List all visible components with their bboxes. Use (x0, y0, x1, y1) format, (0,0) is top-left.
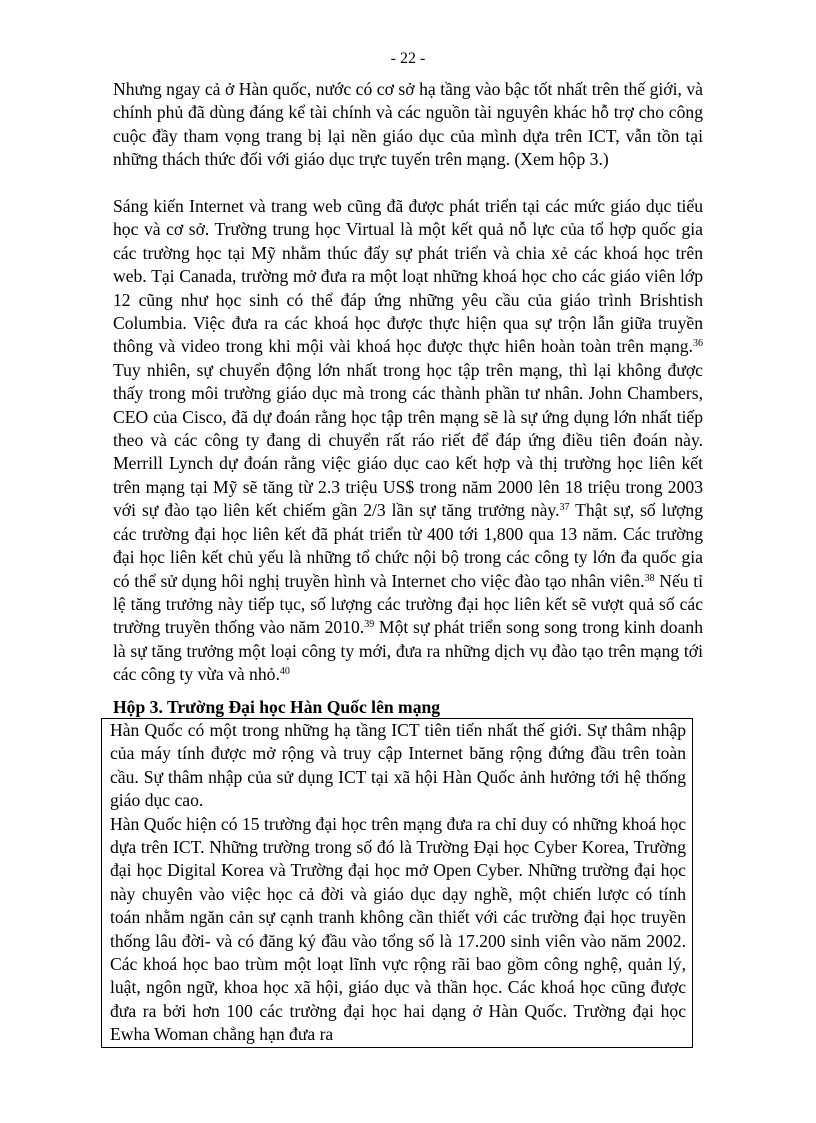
paragraph-text: Nếu tỉ lệ tăng trưởng này tiếp tục, số lượng các trường đại học liên kết sẽ vượt quả số các trường truyền thống vào năm 2010. (113, 570, 703, 638)
paragraph-intro: Nhưng ngay cả ở Hàn quốc, nước có cơ sở hạ tầng vào bậc tốt nhất trên thế giới, và chính phủ đã dùng đáng kể tài chính và các nguồn tài nguyên khác hỗ trợ cho công cuộc đầy tham vọng trang bị lại nền giáo dục của mình dựa trên ICT, vẫn tồn tại những thách thức đối với giáo dục trực tuyến trên mạng. (Xem hộp 3.) (113, 79, 703, 170)
footnote-ref: 40 (279, 666, 290, 678)
footnote-ref: 37 (559, 502, 570, 514)
box-3 (101, 718, 693, 1048)
footnote-ref: 39 (364, 619, 375, 631)
paragraph-text: Tuy nhiên, sự chuyển động lớn nhất trong học tập trên mạng, thì lại không được thấy trong môi trường giáo dục mà trong các thành phần tư nhân. John Chambers, CEO của Cisco, đã dự đoán rằng học tập trên mạng sẽ là sự ứng dụng lớn nhất tiếp theo và các công ty đang di chuyển rất ráo riết để đáp ứng điều tiên đoán này. Merrill Lynch dự đoán rằng việc giáo dục cao kết hợp và thị trường học liên kết trên mạng tại Mỹ sẽ tăng từ 2.3 triệu US$ trong năm 2000 lên 18 triệu trong 2003 với sự đào tạo liên kết chiếm gần 2/3 lần sự tăng trưởng này. (113, 359, 703, 521)
page-number: - 22 - (390, 50, 426, 67)
box-title: Hộp 3. Trường Đại học Hàn Quốc lên mạng (113, 697, 441, 717)
footnote-ref: 38 (644, 572, 655, 584)
footnote-ref: 36 (693, 338, 703, 350)
box-paragraph: Hàn Quốc có một trong những hạ tầng ICT tiên tiến nhất thế giới. Sự thâm nhập của máy tính được mở rộng và truy cập Internet băng rộng đứng đầu trên toàn cầu. Sự thâm nhập của sử dụng ICT tại xã hội Hàn Quốc ảnh hưởng tới hệ thống giáo dục cao. (110, 720, 686, 811)
paragraph-internet-initiatives (113, 195, 703, 687)
paragraph-text: Một sự phát triển song song trong kinh doanh là sự tăng trưởng một loại công ty mới, đưa ra những dịch vụ đào tạo trên mạng tới các công ty vừa và nhỏ. (113, 617, 703, 685)
paragraph-text: Sáng kiến Internet và trang web cũng đã được phát triển tại các mức giáo dục tiểu học và cơ sở. Trường trung học Virtual là một kết quả nỗ lực của tổ hợp quốc gia các trường học tại Mỹ nhằm thúc đẩy sự phát triển và chia xẻ các khoá học trên web. Tại Canada, trường mở đưa ra một loạt những khoá học cho các giáo viên lớp 12 cũng như học sinh có thể đáp ứng những yêu cầu của giáo trình Brishtish Columbia. Việc đưa ra các khoá học được thực hiện qua sự trộn lẫn giữa truyền thông và video trong khi mội vài khoá học được thực hiên hoàn toàn trên mạng. (113, 196, 703, 357)
box-paragraph: Hàn Quốc hiện có 15 trường đại học trên mạng đưa ra chỉ duy có những khoá học dựa trên ICT. Những trường trong số đó là Trường Đại học Cyber Korea, Trường đại học Digital Korea và Trường đại học mở Open Cyber. Những trường đại học này chuyên vào việc học cả đời và giáo dục dạy nghề, một chiến lược có tính toán nhằm ngăn cản sự cạnh tranh không cần thiết với các trường đại học truyền thống lâu đời- và có đăng ký đầu vào tổng số là 17.200 sinh viên vào năm 2002. Các khoá học bao trùm một loạt lĩnh vực rộng rãi bao gồm công nghệ, quản lý, luật, ngôn ngữ, khoa học xã hội, giáo dục và thần học. Các khoá học cũng được đưa ra bởi hơn 100 các trường đại học hai dạng ở Hàn Quốc. Trường đại học Ewha Woman chẳng hạn đưa ra (110, 813, 686, 1045)
paragraph-text: Thật sự, số lượng các trường đại học liên kết đã phát triển từ 400 tới 1,800 qua 13 năm. Các trường đại học liên kết chủ yếu là những tổ chức nội bộ trong các công ty lớn đa quốc gia có thể sử dụng hôi nghị truyền hình và Internet cho việc đào tạo nhân viên. (113, 500, 704, 591)
